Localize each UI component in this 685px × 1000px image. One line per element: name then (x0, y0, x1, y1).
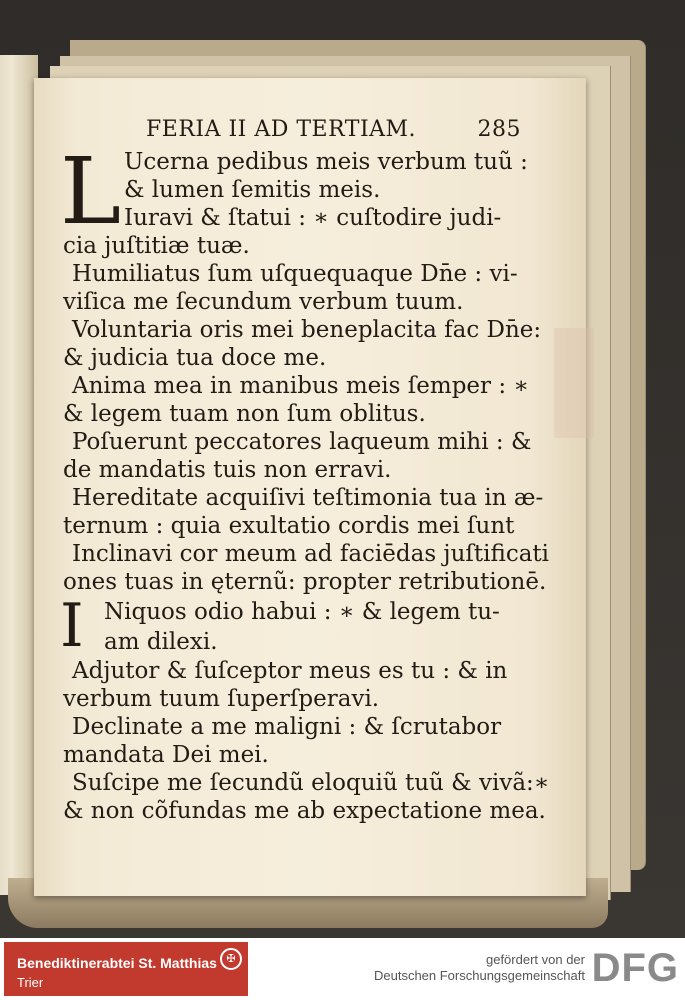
text-line: Ucerna pedibus meis verbum tuũ : (124, 149, 528, 175)
text-line: am dilexi. (104, 629, 218, 655)
text-line: verbum tuum ſuperſperavi. (63, 686, 380, 712)
running-header (146, 117, 521, 142)
header-title: FERIA II AD TERTIAM. (146, 117, 417, 142)
text-line: viſica me ſecundum verbum tuum. (63, 289, 464, 315)
text-line: & non cõfundas me ab expectatione mea. (63, 798, 546, 824)
text-line: Adjutor & ſuſceptor meus es tu : & in (72, 658, 508, 684)
institution-badge[interactable] (4, 942, 248, 996)
text-line: Hereditate acquiſivi teſtimonia tua in æ- (72, 485, 544, 511)
text-line: ternum : quia exultatio cordis mei ſunt (63, 513, 515, 539)
left-page-edge (0, 55, 38, 895)
text-line: ones tuas in ęternũ: propter retributionē. (63, 569, 547, 595)
text-line: Voluntaria oris mei beneplacita fac Dn̄e: (72, 317, 542, 343)
text-line: Iuravi & ſtatui : ∗ cuſtodire judi- (124, 205, 502, 231)
text-line: Anima mea in manibus meis ſemper : ∗ (72, 373, 530, 399)
funder-line: gefördert von der (485, 952, 585, 967)
footer-bar (0, 938, 685, 1000)
page-number: 285 (477, 117, 521, 142)
page-stain (554, 328, 594, 438)
drop-cap-initial: I (60, 591, 84, 661)
text-line: cia juſtitiæ tuæ. (63, 233, 250, 259)
text-line: Inclinavi cor meum ad faciēdas juſtificati (72, 541, 550, 567)
funder-text (374, 952, 585, 984)
text-line: mandata Dei mei. (63, 742, 269, 768)
text-line: Poſuerunt peccatores laqueum mihi : & (72, 429, 532, 455)
dfg-logo[interactable]: DFG (591, 946, 679, 990)
text-line: Humiliatus ſum uſquequaque Dn̄e : vi- (72, 261, 518, 287)
text-line: & judicia tua doce me. (63, 345, 327, 371)
funder-line: Deutschen Forschungsgemeinschaft (373, 968, 585, 983)
institution-logo-icon: ✠ (220, 948, 242, 970)
institution-city: Trier (17, 975, 44, 990)
text-line: Niquos odio habui : ∗ & legem tu- (104, 599, 500, 625)
text-line: & lumen ſemitis meis. (124, 177, 381, 203)
text-line: & legem tuam non ſum oblitus. (63, 401, 426, 427)
drop-cap-initial: L (60, 138, 122, 245)
text-line: de mandatis tuis non erravi. (63, 457, 392, 483)
text-line: Suſcipe me ſecundũ eloquiũ tuũ & vivã:∗ (72, 770, 550, 796)
text-line: Declinate a me maligni : & ſcrutabor (72, 714, 502, 740)
institution-name: Benediktinerabtei St. Matthias (17, 955, 217, 971)
